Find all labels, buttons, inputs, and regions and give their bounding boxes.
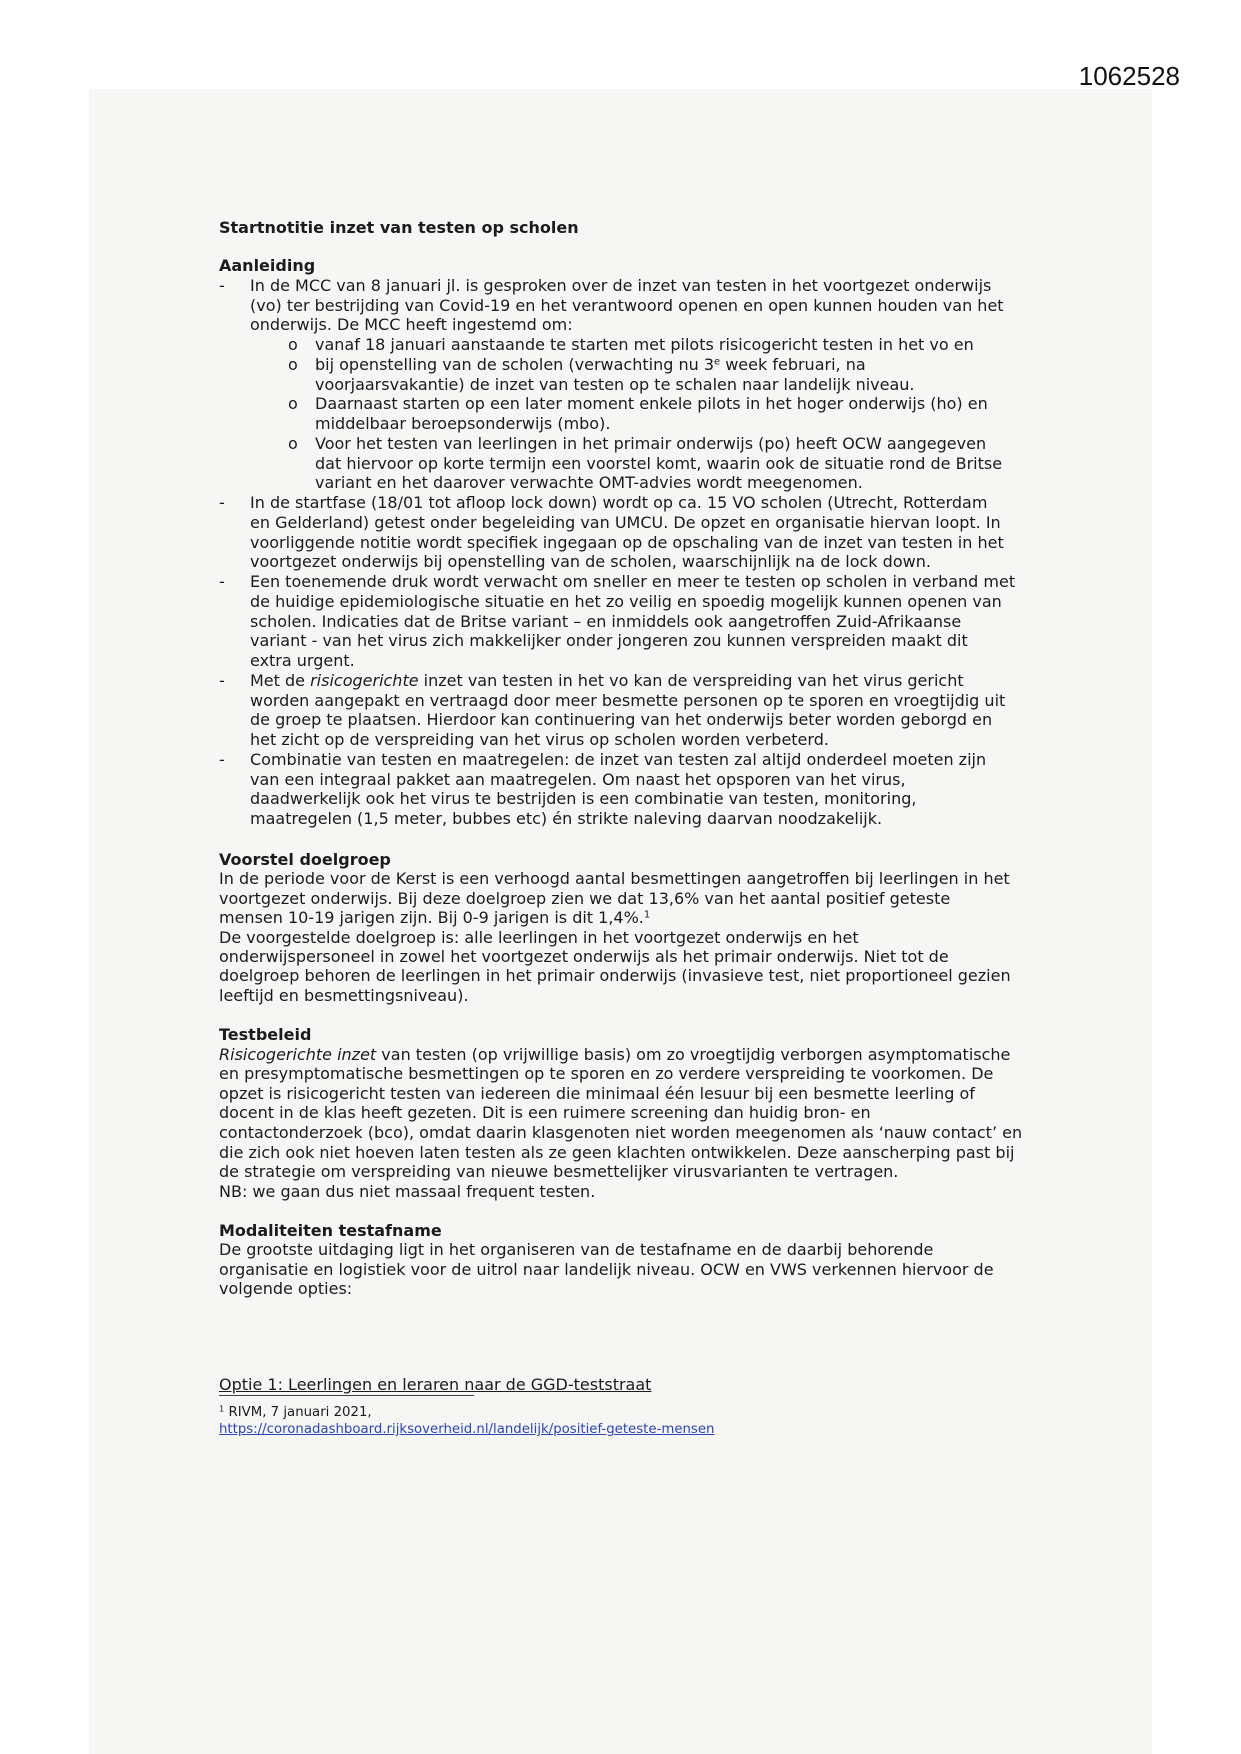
document-title: Startnotitie inzet van testen op scholen: [219, 218, 579, 237]
footnote-line: [219, 1404, 714, 1421]
text-line: van een integraal pakket aan maatregelen. Om naast het opsporen van het virus,: [250, 769, 906, 789]
bullet-item: [219, 750, 1015, 829]
text-line: extra urgent.: [250, 651, 355, 670]
footnote-text: RIVM, 7 januari 2021,: [224, 1405, 372, 1420]
text-line: dat hiervoor op korte termijn een voorstel komt, waarin ook de situatie rond de Britse: [315, 453, 1003, 473]
section-testbeleid: [219, 1025, 1022, 1201]
bullet-item: [219, 493, 1015, 572]
bullet-item: [219, 572, 1015, 671]
section-heading: Modaliteiten testafname: [219, 1221, 442, 1240]
text-line: de strategie om verspreiding van nieuwe besmettelijker virusvarianten te vertragen.: [219, 1162, 899, 1182]
footnote-number: 1: [219, 1403, 225, 1414]
text-line: Daarnaast starten op een later moment enkele pilots in het hoger onderwijs (ho) en: [315, 394, 988, 414]
text-line: Combinatie van testen en maatregelen: de inzet van testen zal altijd onderdeel moeten zijn: [250, 749, 987, 769]
text-line: voorjaarsvakantie) de inzet van testen op te schalen naar landelijk niveau.: [315, 374, 915, 394]
text-line: daadwerkelijk ook het virus te bestrijden is een combinatie van testen, monitoring,: [250, 789, 917, 809]
footnote: [219, 1404, 714, 1438]
bullet-item: [219, 671, 1015, 750]
text-line: volgende opties:: [219, 1279, 353, 1299]
text-line: opzet is risicogericht testen van iedereen die minimaal één lesuur bij een besmette leerling of: [219, 1083, 975, 1103]
text-segment: mensen 10-19 jarigen zijn. Bij 0-9 jarigen is dit 1,4%.: [219, 908, 644, 928]
text-segment: bij openstelling van de scholen (verwachting nu 3: [315, 354, 715, 374]
text-line: In de MCC van 8 januari jl. is gesproken over de inzet van testen in het voortgezet onderwijs: [250, 275, 992, 295]
text-segment: Met de: [250, 670, 311, 690]
document-number: 1062528: [1078, 61, 1180, 91]
text-line: het zicht op de verspreiding van het virus op scholen worden verbeterd.: [250, 730, 829, 749]
text-segment: van testen (op vrijwillige basis) om zo vroegtijdig verborgen asymptomatische: [376, 1044, 1011, 1064]
bullet-marker: -: [219, 275, 225, 295]
text-line: De voorgestelde doelgroep is: alle leerlingen in het voortgezet onderwijs en het: [219, 927, 859, 947]
text-line: NB: we gaan dus niet massaal frequent testen.: [219, 1181, 596, 1201]
text-line: voortgezet onderwijs bij openstelling van de scholen, waarschijnlijk na de lock down.: [250, 552, 931, 572]
text-segment: inzet van testen in het vo kan de verspreiding van het virus gericht: [418, 670, 964, 690]
section-modaliteiten-testafname: [219, 1221, 994, 1299]
text-line: In de periode voor de Kerst is een verhoogd aantal besmettingen aangetroffen bij leerlingen in het: [219, 869, 1010, 889]
section-aanleiding: [219, 256, 1015, 829]
bullet-marker: -: [219, 493, 225, 512]
text-line: [219, 908, 1011, 927]
text-line: [219, 1045, 1022, 1065]
sub-bullet-item: [250, 355, 1015, 395]
text-line: middelbaar beroepsonderwijs (mbo).: [315, 414, 611, 433]
document-title-block: [219, 218, 579, 238]
bullet-marker: -: [219, 572, 225, 591]
text-line: leeftijd en besmettingsniveau).: [219, 985, 469, 1005]
text-line: contactonderzoek (bco), omdat daarin klasgenoten niet worden meegenomen als ‘nauw contact’ en: [219, 1122, 1023, 1142]
text-line: en presymptomatische besmettingen op te sporen en zo verdere verspreiding te voorkomen. De: [219, 1064, 994, 1084]
text-line: (vo) ter bestrijding van Covid-19 en het verantwoord openen en open kunnen houden van het: [250, 295, 1004, 315]
text-line: variant - van het virus zich makkelijker onder jongeren zou kunnen verspreiden maakt dit: [250, 631, 968, 651]
text-line: organisatie en logistiek voor de uitrol naar landelijk niveau. OCW en VWS verkennen hiervoor de: [219, 1259, 994, 1279]
text-line: voortgezet onderwijs. Bij deze doelgroep zien we dat 13,6% van het aantal positief geteste: [219, 888, 951, 908]
text-line: doelgroep behoren de leerlingen in het primair onderwijs (invasieve test, niet proportioneel gezien: [219, 966, 1011, 986]
sub-bullet-marker: o: [288, 335, 298, 354]
bullet-marker: -: [219, 749, 225, 769]
text-line: de huidige epidemiologische situatie en het zo veilig en spoedig mogelijk kunnen openen van: [250, 591, 1002, 611]
sub-bullet-item: [250, 335, 1015, 355]
text-line: [250, 671, 1015, 691]
text-line: Een toenemende druk wordt verwacht om sneller en meer te testen op scholen in verband met: [250, 572, 1016, 591]
footnote-link-line: [219, 1421, 714, 1438]
superscript: e: [714, 356, 721, 368]
section-optie-1: [219, 1375, 655, 1395]
footnote-ref: 1: [643, 909, 651, 921]
text-line: voorliggende notitie wordt specifiek ingegaan op de opschaling van de inzet van testen in het: [250, 532, 1004, 552]
text-segment: week februari, na: [720, 354, 866, 374]
sub-bullet-marker: o: [288, 433, 298, 453]
emphasis-text: risicogerichte: [310, 670, 419, 690]
sub-bullet-marker: o: [288, 354, 298, 374]
sub-bullet-item: [250, 434, 1015, 493]
emphasis-text: Risicogerichte inzet: [219, 1044, 377, 1064]
section-heading: Aanleiding: [219, 256, 316, 275]
optie-1-heading: Optie 1: Leerlingen en leraren naar de GGD-teststraat: [219, 1375, 652, 1394]
text-line: en Gelderland) getest onder begeleiding van UMCU. De opzet en organisatie hiervan loopt. In: [250, 512, 1001, 532]
text-line: die zich ook niet hoeven laten testen als ze geen klachten ontwikkelen. Deze aanscherping past bij: [219, 1142, 1015, 1162]
section-heading: Testbeleid: [219, 1025, 312, 1044]
text-line: [315, 355, 1015, 375]
text-line: De grootste uitdaging ligt in het organiseren van de testafname en de daarbij behorende: [219, 1240, 934, 1260]
text-line: docent in de klas heeft gezeten. Dit is een ruimere screening dan huidig bron- en: [219, 1103, 871, 1123]
bullet-item: [219, 276, 1015, 493]
section-voorstel-doelgroep: [219, 850, 1011, 1005]
text-line: maatregelen (1,5 meter, bubbes etc) én strikte naleving daarvan noodzakelijk.: [250, 809, 883, 828]
text-line: de groep te plaatsen. Hierdoor kan continuering van het onderwijs beter worden geborgd en: [250, 710, 993, 730]
text-line: worden aangepakt en vertraagd door meer besmette personen op te sporen en vroegtijdig uit: [250, 690, 1006, 710]
text-line: vanaf 18 januari aanstaande te starten met pilots risicogericht testen in het vo en: [315, 335, 974, 354]
bullet-marker: -: [219, 670, 225, 690]
text-line: onderwijspersoneel in zowel het voortgezet onderwijs als het primair onderwijs. Niet tot de: [219, 946, 949, 966]
subsection-heading: [219, 1375, 655, 1395]
text-line: In de startfase (18/01 tot afloop lock down) wordt op ca. 15 VO scholen (Utrecht, Rotterdam: [250, 493, 988, 512]
sub-bullet-item: [250, 394, 1015, 434]
section-heading: Voorstel doelgroep: [219, 850, 391, 869]
text-line: variant en het daarover verwachte OMT-advies wordt meegenomen.: [315, 473, 863, 493]
footnote-separator: [219, 1395, 474, 1396]
text-line: scholen. Indicaties dat de Britse variant – en inmiddels ook aangetroffen Zuid-Afrikaanse: [250, 611, 962, 631]
footnote-link[interactable]: https://coronadashboard.rijksoverheid.nl/landelijk/positief-geteste-mensen: [219, 1422, 715, 1437]
text-line: onderwijs. De MCC heeft ingestemd om:: [250, 315, 573, 335]
text-line: Voor het testen van leerlingen in het primair onderwijs (po) heeft OCW aangegeven: [315, 433, 987, 453]
sub-bullet-marker: o: [288, 394, 298, 414]
